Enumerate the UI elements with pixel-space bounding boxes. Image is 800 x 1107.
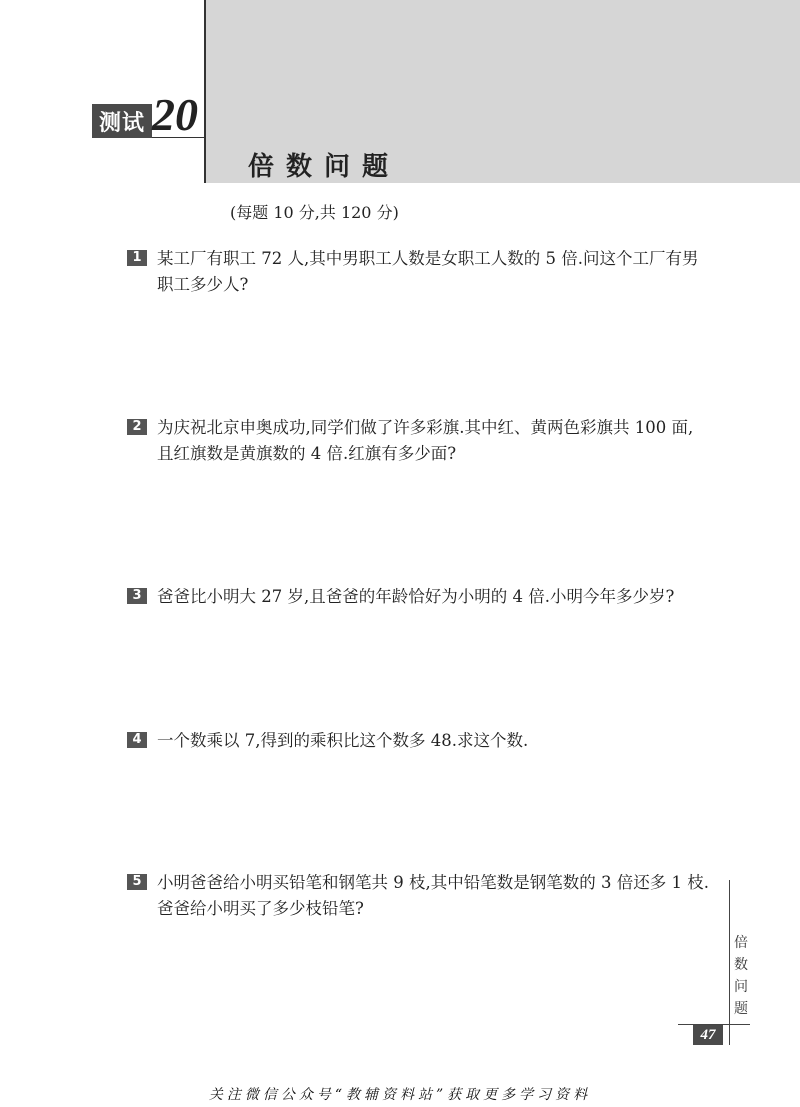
question-number: 5 (127, 874, 147, 890)
question-5 (127, 870, 727, 922)
page-title: 倍数问题 (248, 152, 401, 182)
question-text: 一个数乘以 7,得到的乘积比这个数多 48.求这个数. (157, 731, 529, 750)
question-4 (127, 728, 727, 754)
question-number: 4 (127, 732, 147, 748)
question-text: 小明爸爸给小明买铅笔和钢笔共 9 枝,其中铅笔数是钢笔数的 3 倍还多 1 枝. 爸爸给小明买了多少枝铅笔? (157, 873, 709, 918)
question-text: 为庆祝北京申奥成功,同学们做了许多彩旗.其中红、黄两色彩旗共 100 面, 且红旗数是黄旗数的 4 倍.红旗有多少面? (157, 418, 694, 463)
question-3 (127, 584, 727, 610)
question-number: 2 (127, 419, 147, 435)
footer-note: 关注微信公众号“教辅资料站”获取更多学习资料 (208, 1087, 592, 1103)
side-title-char: 题 (734, 1001, 748, 1017)
side-title-char: 数 (734, 957, 748, 973)
side-title (733, 932, 749, 1020)
header-divider-vertical (204, 0, 206, 183)
side-divider (729, 880, 730, 1045)
side-title-char: 倍 (734, 935, 748, 951)
question-2 (127, 415, 727, 467)
test-badge: 测试 (92, 104, 152, 138)
test-number: 20 (152, 89, 198, 140)
question-number: 1 (127, 250, 147, 266)
page-number: 47 (693, 1025, 723, 1045)
question-1 (127, 246, 727, 298)
score-note: (每题 10 分,共 120 分) (230, 203, 399, 222)
side-title-char: 问 (734, 979, 748, 995)
question-text: 某工厂有职工 72 人,其中男职工人数是女职工人数的 5 倍.问这个工厂有男 职工多少人? (157, 249, 699, 294)
question-text: 爸爸比小明大 27 岁,且爸爸的年龄恰好为小明的 4 倍.小明今年多少岁? (157, 587, 675, 606)
question-number: 3 (127, 588, 147, 604)
